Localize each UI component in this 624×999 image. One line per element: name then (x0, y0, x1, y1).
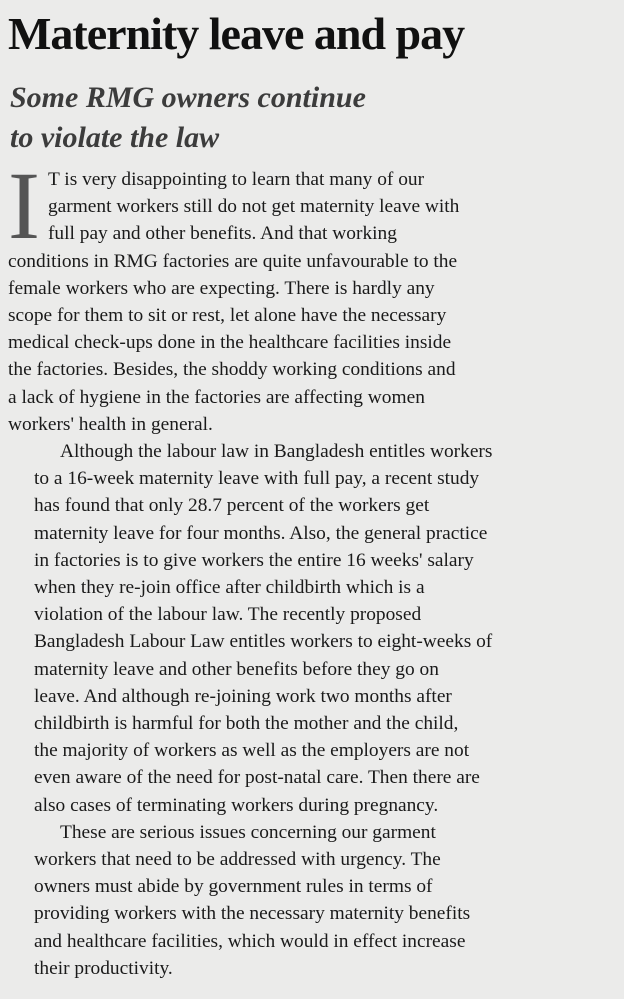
paragraph-1 (8, 152, 612, 438)
text-line: female workers who are expecting. There is hardly any (8, 277, 435, 299)
text-line: T is very disappointing to learn that many of our (47, 169, 425, 190)
subheadline-line: Some RMG owners continue (10, 81, 366, 114)
text-line: their productivity. (34, 957, 173, 979)
article-body (8, 152, 612, 982)
text-line: medical check-ups done in the healthcare facilities inside (8, 332, 452, 354)
text-line: has found that only 28.7 percent of the workers get (34, 495, 430, 517)
text-line: in factories is to give workers the entire 16 weeks' salary (34, 549, 474, 571)
text-line: workers that need to be addressed with urgency. The (34, 849, 441, 871)
text-line: childbirth is harmful for both the mother and the child, (34, 713, 459, 735)
text-line: to a 16-week maternity leave with full pay, a recent study (34, 468, 480, 490)
text-line: when they re-join office after childbirth which is a (34, 577, 425, 599)
paragraph-2 (8, 438, 612, 819)
text-line: workers' health in general. (8, 413, 213, 435)
text-line: Although the labour law in Bangladesh entitles workers (60, 441, 493, 463)
text-line: violation of the labour law. The recently proposed (34, 604, 422, 626)
paragraph-3 (8, 819, 612, 982)
text-line: even aware of the need for post-natal care. Then there are (34, 767, 480, 789)
text-line: providing workers with the necessary maternity benefits (34, 903, 471, 925)
text-line: full pay and other benefits. And that working (47, 223, 397, 245)
text-line: a lack of hygiene in the factories are affecting women (8, 386, 425, 408)
drop-cap: I (8, 152, 40, 259)
text-line: the majority of workers as well as the employers are not (34, 740, 470, 762)
text-line: These are serious issues concerning our garment (60, 821, 436, 843)
headline: Maternity leave and pay (8, 8, 465, 59)
text-line: garment workers still do not get maternity leave with (47, 196, 460, 218)
text-line: conditions in RMG factories are quite unfavourable to the (8, 250, 458, 272)
text-line: scope for them to sit or rest, let alone have the necessary (8, 305, 447, 327)
text-line: the factories. Besides, the shoddy working conditions and (8, 359, 456, 381)
subheadline-line: to violate the law (10, 121, 220, 154)
subheadline (8, 78, 490, 158)
text-line: Bangladesh Labour Law entitles workers to eight-weeks of (34, 631, 493, 653)
text-line: maternity leave for four months. Also, the general practice (34, 522, 488, 544)
text-line: leave. And although re-joining work two months after (34, 685, 452, 707)
text-line: and healthcare facilities, which would in effect increase (34, 930, 466, 952)
text-line: maternity leave and other benefits before they go on (34, 658, 439, 680)
text-line: owners must abide by government rules in terms of (34, 876, 433, 898)
text-line: also cases of terminating workers during pregnancy. (34, 794, 439, 816)
